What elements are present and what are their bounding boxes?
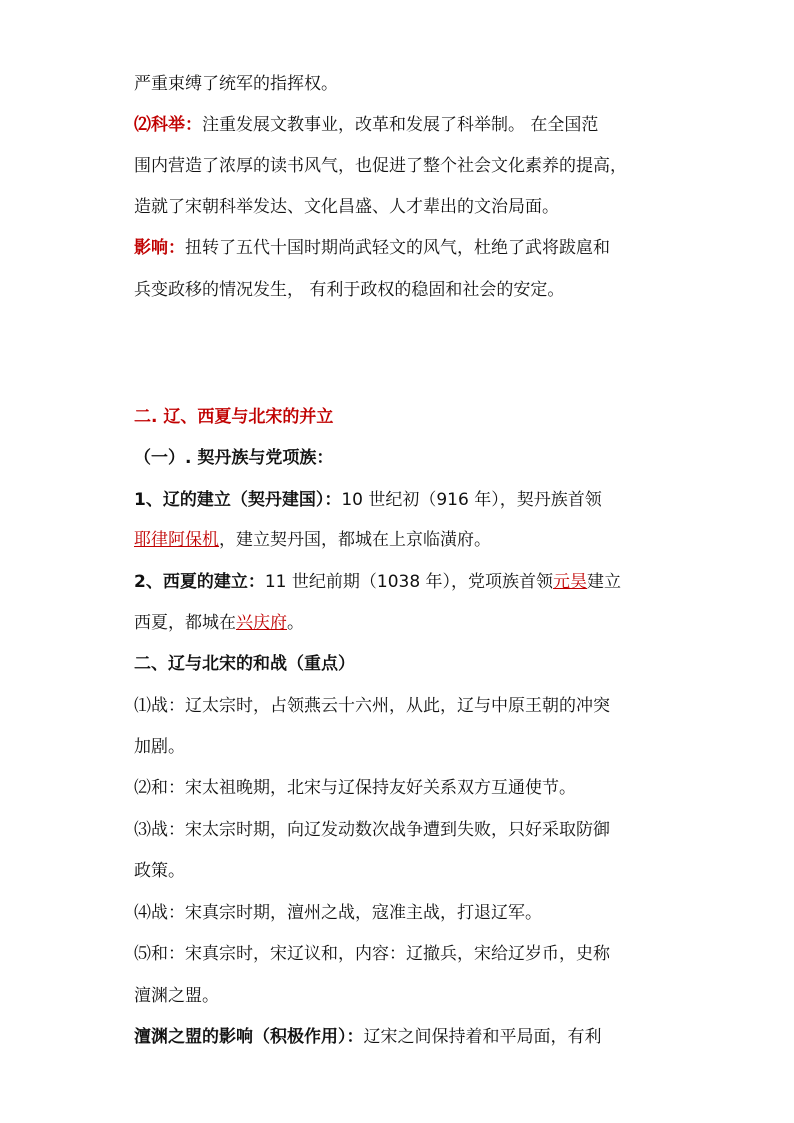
xixia-capital-name: 兴庆府 <box>236 613 287 633</box>
body-text: ⑶战：宋太宗时期，向辽发动数次战争遭到失败，只好采取防御 <box>134 820 610 840</box>
liao-line-2 <box>134 528 674 552</box>
list-item <box>134 776 674 800</box>
list-item <box>134 901 674 925</box>
list-item-continuation <box>134 984 674 1008</box>
chanyuan-label: 澶渊之盟的影响（积极作用）： <box>134 1027 364 1047</box>
impact-label: 影响： <box>134 238 185 258</box>
body-text: 11 世纪前期（1038 年），党项族首领 <box>264 572 554 592</box>
liao-line <box>134 488 674 512</box>
section-heading-2 <box>134 652 674 676</box>
body-text: 政策。 <box>134 861 185 881</box>
body-text: 。 <box>287 613 304 633</box>
liao-leader-name: 耶律阿保机 <box>134 530 219 550</box>
section-heading <box>134 405 674 429</box>
list-item-continuation <box>134 859 674 883</box>
subheading <box>134 446 674 470</box>
xixia-label: 2、西夏的建立： <box>134 572 265 592</box>
body-text: 辽宋之间保持着和平局面，有利 <box>363 1027 602 1047</box>
xixia-leader-name: 元昊 <box>553 572 588 592</box>
xixia-line <box>134 570 674 594</box>
subheading-text: （一）. 契丹族与党项族： <box>134 448 334 468</box>
body-text: 建立 <box>587 572 622 592</box>
body-text: ⑵和：宋太祖晚期，北宋与辽保持友好关系双方互通使节。 <box>134 778 576 798</box>
body-text: 扭转了五代十国时期尚武轻文的风气，杜绝了武将跋扈和 <box>185 238 610 258</box>
body-text: ⑷战：宋真宗时期，澶州之战，寇准主战，打退辽军。 <box>134 903 542 923</box>
body-text: 兵变政移的情况发生， 有利于政权的稳固和社会的安定。 <box>134 280 565 300</box>
list-item <box>134 942 674 966</box>
heading-text: 二、辽与北宋的和战（重点） <box>134 654 355 674</box>
heading-text: 二. 辽、西夏与北宋的并立 <box>134 407 334 427</box>
xixia-line-2 <box>134 611 674 635</box>
impact-line <box>134 236 674 260</box>
paragraph-line <box>134 154 674 178</box>
keju-line <box>134 113 674 137</box>
body-text: 围内营造了浓厚的读书风气，也促进了整个社会文化素养的提高， <box>134 156 627 176</box>
body-text: ，建立契丹国，都城在上京临潢府。 <box>219 530 491 550</box>
body-text: ⑸和：宋真宗时，宋辽议和，内容：辽撤兵，宋给辽岁币，史称 <box>134 944 610 964</box>
body-text: 注重发展文教事业，改革和发展了科举制。 在全国范 <box>202 115 599 135</box>
chanyuan-line <box>134 1025 674 1049</box>
body-text: 西夏，都城在 <box>134 613 236 633</box>
paragraph-line <box>134 72 674 96</box>
keju-label: ⑵科举： <box>134 115 202 135</box>
body-text: 加剧。 <box>134 737 185 757</box>
body-text: 澶渊之盟。 <box>134 986 219 1006</box>
body-text: 造就了宋朝科举发达、文化昌盛、人才辈出的文治局面。 <box>134 197 559 217</box>
list-item <box>134 694 674 718</box>
paragraph-line <box>134 278 674 302</box>
paragraph-line <box>134 195 674 219</box>
body-text: ⑴战：辽太宗时，占领燕云十六州，从此，辽与中原王朝的冲突 <box>134 696 610 716</box>
body-text: 严重束缚了统军的指挥权。 <box>134 74 338 94</box>
liao-label: 1、辽的建立（契丹建国）： <box>134 490 342 510</box>
list-item-continuation <box>134 735 674 759</box>
body-text: 10 世纪初（916 年），契丹族首领 <box>341 490 602 510</box>
list-item <box>134 818 674 842</box>
